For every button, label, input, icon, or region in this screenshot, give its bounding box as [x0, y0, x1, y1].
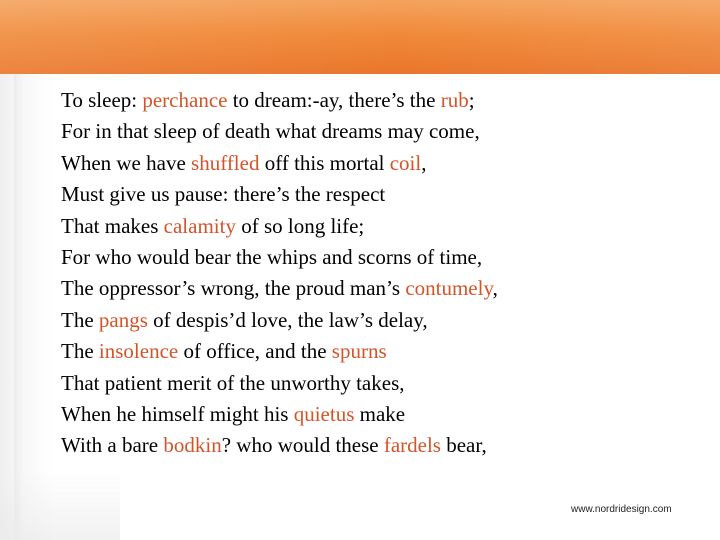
- poem-line: [61, 179, 681, 210]
- poem-text-run: The oppressor’s wrong, the proud man’s: [61, 276, 406, 301]
- highlighted-word: perchance: [142, 88, 228, 112]
- poem-line: [61, 148, 681, 179]
- poem-line: [61, 116, 681, 147]
- poem-text-run: That patient merit of the unworthy takes,: [61, 370, 405, 395]
- highlighted-word: rub: [440, 88, 469, 112]
- highlighted-word: contumely: [405, 276, 493, 301]
- poem-line: [61, 211, 681, 242]
- poem-line: [61, 336, 681, 367]
- highlighted-word: shuffled: [191, 150, 260, 175]
- highlighted-word: spurns: [331, 339, 387, 364]
- poem-text-run: When we have: [61, 150, 192, 175]
- poem-line: [61, 273, 681, 304]
- poem-text: [61, 85, 681, 462]
- highlighted-word: fardels: [383, 433, 441, 458]
- poem-line: [61, 430, 681, 461]
- poem-text-run: of office, and the: [178, 339, 332, 364]
- poem-text-run: For who would bear the whips and scorns of time,: [61, 245, 483, 270]
- header-band: [0, 0, 720, 74]
- poem-text-run: With a bare: [61, 433, 164, 458]
- poem-text-run: off this mortal: [259, 150, 390, 175]
- poem-line: [61, 242, 681, 273]
- poem-text-run: ? who would these: [221, 433, 384, 458]
- poem-text-run: The: [61, 307, 99, 332]
- poem-text-run: to dream:-ay, there’s the: [227, 88, 441, 112]
- poem-text-run: make: [354, 402, 406, 427]
- poem-text-run: bear,: [440, 433, 487, 458]
- poem-text-run: That makes: [61, 213, 164, 238]
- poem-text-run: To sleep:: [61, 88, 143, 112]
- poem-text-run: ,: [421, 150, 427, 175]
- background-pillar-decoration: [0, 74, 52, 540]
- poem-line: [61, 368, 681, 399]
- highlighted-word: insolence: [98, 339, 179, 364]
- poem-text-run: Must give us pause: there’s the respect: [61, 182, 386, 207]
- poem-text-run: of despis’d love, the law’s delay,: [147, 307, 428, 332]
- footer-url: www.nordridesign.com: [571, 504, 672, 515]
- poem-text-run: The: [61, 339, 99, 364]
- highlighted-word: pangs: [98, 307, 148, 332]
- poem-line: [61, 399, 681, 430]
- highlighted-word: quietus: [293, 402, 355, 427]
- highlighted-word: coil: [389, 150, 422, 175]
- poem-text-run: When he himself might his: [61, 402, 294, 427]
- poem-text-run: ,: [492, 276, 498, 301]
- poem-line: [61, 305, 681, 336]
- poem-text-run: of so long life;: [235, 213, 365, 238]
- poem-line: [61, 85, 681, 116]
- poem-text-run: ;: [468, 88, 475, 112]
- poem-text-run: For in that sleep of death what dreams may come,: [61, 119, 480, 144]
- highlighted-word: calamity: [163, 213, 236, 238]
- highlighted-word: bodkin: [163, 433, 222, 458]
